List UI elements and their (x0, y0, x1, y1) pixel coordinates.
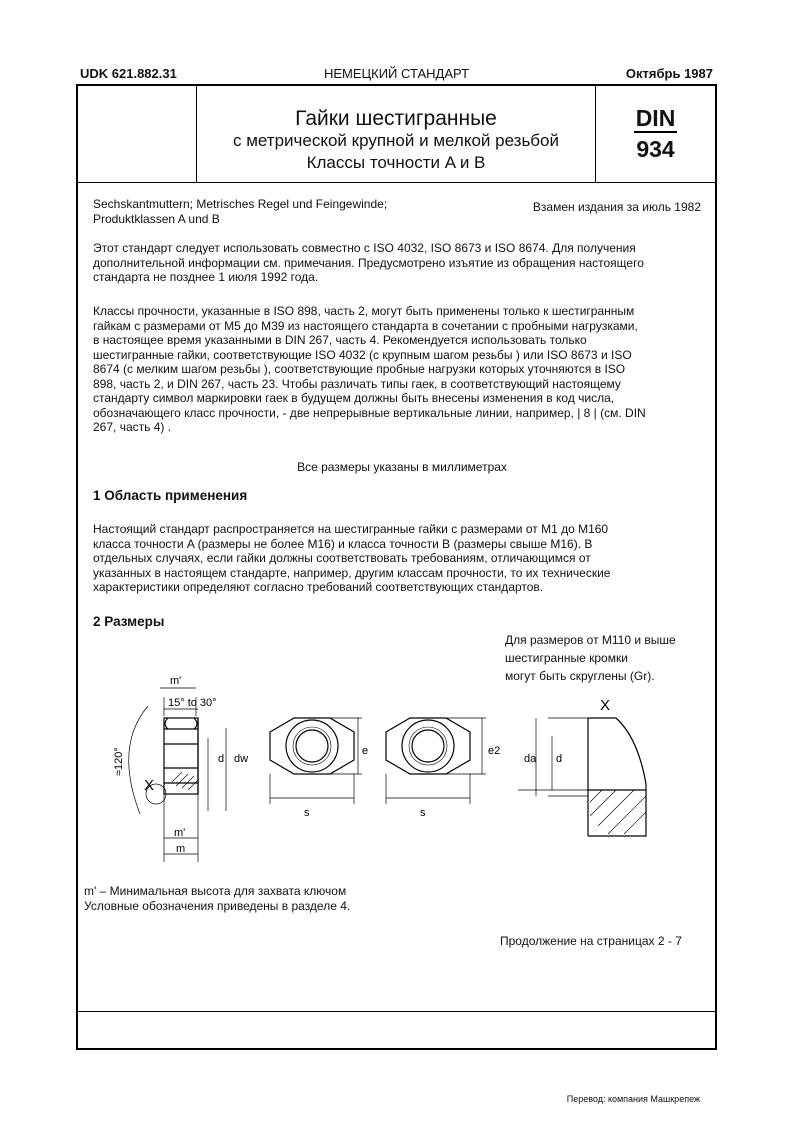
label-angle-120: ≈120° (113, 747, 125, 776)
label-dw: dw (234, 753, 249, 765)
german-title (93, 197, 473, 226)
front-view-plain (270, 718, 362, 804)
footnotes (84, 884, 350, 914)
udk-code: UDK 621.882.31 (80, 66, 177, 81)
continued-note: Продолжение на страницах 2 - 7 (500, 934, 682, 948)
classes-line: 898, часть 2, и DIN 267, часть 23. Чтобы различать типы гаек, в соответствующий настоящему (93, 376, 621, 391)
classes-line: гайкам с размерами от M5 до M39 из настоящего стандарта в сочетании с пробными нагрузками, (93, 318, 638, 333)
intro-line: Этот стандарт следует использовать совместно с ISO 4032, ISO 8673 и ISO 8674. Для получения (93, 241, 636, 255)
label-e: e (362, 745, 369, 757)
title-left-cell (78, 86, 197, 182)
classes-line: шестигранные гайки, соответствующие ISO 4032 (с крупным шагом резьбы ) или ISO 8673 и ISO (93, 347, 632, 362)
dimensions-note: Все размеры указаны в миллиметрах (297, 460, 507, 474)
section-1-line: указанных в настоящем стандарте, например, другим классам прочности, то их технические (93, 565, 611, 580)
issue-date: Октябрь 1987 (625, 66, 713, 81)
detail-x-view (518, 718, 646, 836)
section-1-line: класса точности A (размеры не более M16) и класса точности B (размеры свыше M16). В (93, 536, 593, 551)
label-m-prime-top: m' (170, 675, 182, 687)
din-label: DIN (635, 105, 676, 131)
rounded-note-line: шестигранные кромки (505, 651, 628, 665)
intro-line: стандарта не позднее 1 июля 1992 года. (93, 270, 319, 284)
label-d-side: d (218, 753, 225, 765)
intro-line: дополнительной информации см. примечания. Предусмотрено изъятие из обращения настоящего (93, 255, 644, 270)
label-m: m (176, 843, 186, 855)
label-e2: e2 (488, 745, 501, 757)
document-frame (76, 84, 717, 1050)
title-block (78, 86, 715, 183)
title-line-2: с метрической крупной и мелкой резьбой (232, 131, 559, 150)
label-x-detail: X (600, 697, 611, 714)
classes-line: обозначающего класс прочности, - две непрерывные вертикальные линии, например, | 8 | (см. DIN (93, 405, 646, 420)
label-angle-range: 15° to 30° (168, 697, 217, 709)
label-x-side: X (144, 777, 155, 794)
german-title-line-1: Sechskantmuttern; Metrisches Regel und Feingewinde; (93, 197, 388, 211)
classes-line: в настоящее время указанными в DIN 267, часть 4. Рекомендуется использовать только (93, 333, 587, 347)
label-s-1: s (304, 807, 310, 819)
german-title-line-2: Produktklassen A und B (93, 211, 220, 226)
nut-drawing (78, 666, 715, 876)
classes-line: Классы прочности, указанные в ISO 898, часть 2, могут быть применены только к шестигранным (93, 304, 635, 318)
footnote-line: m' – Минимальная высота для захвата ключом (84, 884, 347, 898)
intro-paragraph (93, 241, 711, 285)
section-1-line: Настоящий стандарт распространяется на шестигранные гайки с размерами от M1 до M160 (93, 522, 609, 536)
classes-line: 267, часть 4) . (93, 420, 172, 434)
label-d-detail: d (556, 753, 563, 765)
rounded-note-line: Для размеров от M110 и выше (505, 633, 676, 647)
classes-paragraph (93, 304, 711, 435)
bottom-divider (78, 1011, 715, 1012)
rounded-note-line: могут быть скруглены (Gr). (505, 669, 655, 683)
din-badge (596, 86, 715, 182)
label-s-2: s (420, 807, 426, 819)
din-number: 934 (636, 136, 675, 162)
label-da: da (524, 753, 537, 765)
title-text-cell (197, 86, 596, 182)
section-1-heading: 1 Область применения (93, 488, 248, 503)
replaces-note: Взамен издания за июль 1982 (532, 200, 701, 214)
front-view-rounded (386, 718, 486, 804)
section-1-line: характеристики определяют согласно требований соответствующих стандартов. (93, 580, 544, 594)
footnote-line: Условные обозначения приведены в разделе 4. (84, 899, 351, 913)
classes-line: 8674 (с мелким шагом резьбы ), соответствующие пробные нагрузки которых уточняются в ISO (93, 362, 626, 376)
label-m-prime-bottom: m' (174, 827, 186, 839)
classes-line: стандарту символ маркировки гаек в будущем должны быть внесены изменения в код числа, (93, 391, 615, 405)
section-2-heading: 2 Размеры (93, 614, 165, 629)
section-1-line: отдельных случаях, если гайки должны соответствовать требованиям, отличающимся от (93, 551, 591, 565)
title-line-1: Гайки шестигранные (295, 107, 497, 130)
standard-type: НЕМЕЦКИЙ СТАНДАРТ (323, 66, 470, 81)
title-line-3: Классы точности A и B (306, 153, 486, 172)
section-1-text (93, 522, 711, 595)
translation-credit: Перевод: компания Машкрепеж (566, 1094, 700, 1104)
